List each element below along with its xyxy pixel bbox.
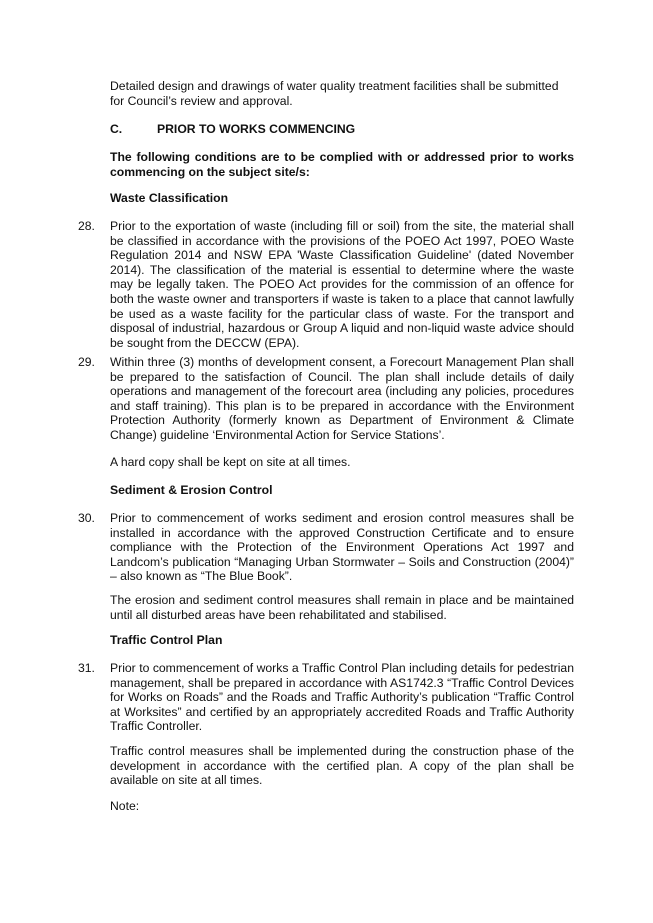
condition-number-28: 28.	[78, 219, 95, 233]
condition-number-31: 31.	[78, 661, 95, 675]
intro-paragraph: Detailed design and drawings of water quality treatment facilities shall be submitted for Council’s review and approval.	[110, 79, 559, 108]
heading-waste-classification: Waste Classification	[110, 191, 229, 205]
section-lead: The following conditions are to be complied with or addressed prior to works commencing on the subject site/s:	[110, 150, 574, 179]
section-letter: C.	[110, 122, 123, 136]
condition-extra-30: The erosion and sediment control measures shall remain in place and be maintained until all disturbed areas have been rehabilitated and stabilised.	[110, 593, 574, 622]
condition-text-30: Prior to commencement of works sediment and erosion control measures shall be installed in accordance with the approved Construction Certificate and to ensure compliance with the Protection of the Environment Operations Act 1997 and Landcom’s publication “Managing Urban Stormwater – Soils and Construction (2004)” – also known as “The Blue Book”.	[110, 511, 574, 584]
condition-number-29: 29.	[78, 355, 95, 369]
note-label: Note:	[110, 799, 140, 813]
section-title: PRIOR TO WORKS COMMENCING	[157, 122, 356, 136]
condition-text-29: Within three (3) months of development consent, a Forecourt Management Plan shall be prepared to the satisfaction of Council. The plan shall include details of daily operations and management of the forecourt area (including any policies, procedures and staff training). This plan is to be prepared in accordance with the Environment Protection Authority (formerly known as Department of Environment & Climate Change) guideline ‘Environmental Action for Service Stations’.	[110, 355, 574, 442]
heading-traffic-control: Traffic Control Plan	[110, 633, 223, 647]
condition-extra-31: Traffic control measures shall be implemented during the construction phase of the development in accordance with the certified plan. A copy of the plan shall be available on site at all times.	[110, 744, 574, 788]
condition-number-30: 30.	[78, 511, 95, 525]
condition-text-31: Prior to commencement of works a Traffic Control Plan including details for pedestrian management, shall be prepared in accordance with AS1742.3 “Traffic Control Devices for Works on Roads” and the Roads and Traffic Authority’s publication “Traffic Control at Worksites” and certified by an appropriately accredited Roads and Traffic Authority Traffic Controller.	[110, 661, 574, 734]
condition-text-28: Prior to the exportation of waste (including fill or soil) from the site, the material shall be classified in accordance with the provisions of the POEO Act 1997, POEO Waste Regulation 2014 and NSW EPA 'Waste Classification Guideline' (dated November 2014). The classification of the material is essential to determine where the waste may be legally taken. The POEO Act provides for the commission of an offence for both the waste owner and transporters if waste is taken to a place that cannot lawfully be used as a waste facility for the particular class of waste. For the transport and disposal of industrial, hazardous or Group A liquid and non-liquid waste advice should be sought from the DECCW (EPA).	[110, 219, 574, 350]
heading-sediment-erosion: Sediment & Erosion Control	[110, 483, 273, 497]
condition-extra-29: A hard copy shall be kept on site at all times.	[110, 455, 351, 469]
